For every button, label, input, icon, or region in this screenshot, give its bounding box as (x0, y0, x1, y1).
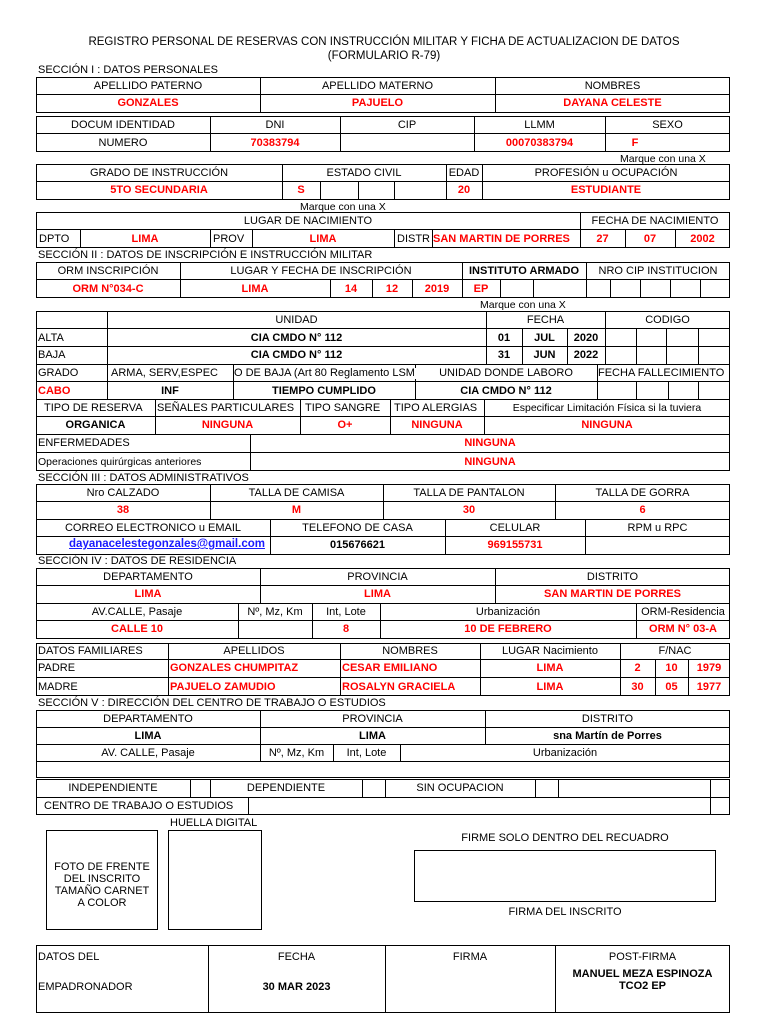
unidad-laboro-value[interactable]: CIA CMDO N° 112 (460, 385, 552, 397)
madre-apellidos-value[interactable]: PAJUELO ZAMUDIO (170, 681, 276, 693)
label-dni: DNI (265, 119, 285, 131)
label-work-lote: Int, Lote (346, 747, 387, 759)
label-centro-trabajo: CENTRO DE TRABAJO O ESTUDIOS (44, 800, 234, 812)
label-dpto: DPTO (39, 233, 70, 245)
nombres-value[interactable]: DAYANA CELESTE (563, 97, 662, 109)
label-fam-lugar: LUGAR Nacimiento (502, 645, 598, 657)
alta-anio-value[interactable]: 2020 (573, 332, 599, 344)
label-camisa: TALLA DE CAMISA (248, 487, 345, 499)
label-orm-inscripcion: ORM INSCRIPCIÓN (57, 265, 159, 277)
postfirma-grado-value[interactable]: TCO2 EP (618, 980, 667, 992)
gorra-value[interactable]: 6 (639, 504, 646, 516)
limitacion-value[interactable]: NINGUNA (581, 419, 633, 431)
work-distrito-value[interactable]: sna Martín de Porres (553, 730, 662, 742)
baja-unidad-value[interactable]: CIA CMDO N° 112 (250, 349, 343, 361)
motivo-value[interactable]: TIEMPO CUMPLIDO (272, 385, 376, 397)
label-alta: ALTA (38, 332, 64, 344)
profesion-value[interactable]: ESTUDIANTE (570, 184, 642, 196)
fingerprint-box[interactable] (168, 830, 262, 930)
photo-text-4: A COLOR (77, 897, 127, 909)
sangre-value[interactable]: O+ (337, 419, 353, 431)
label-unidad: UNIDAD (275, 314, 318, 326)
senales-value[interactable]: NINGUNA (201, 419, 254, 431)
madre-dia-value[interactable]: 30 (631, 681, 644, 693)
label-celular: CELULAR (489, 522, 541, 534)
apellido-paterno-value[interactable]: GONZALES (117, 97, 179, 109)
label-edad: EDAD (448, 167, 480, 179)
enfermedades-value[interactable]: NINGUNA (464, 437, 516, 449)
res-departamento-value[interactable]: LIMA (134, 588, 162, 600)
alta-mes-value[interactable]: JUL (534, 332, 555, 344)
label-fam-nombres: NOMBRES (382, 645, 438, 657)
padre-dia-value[interactable]: 2 (634, 662, 641, 674)
photo-text-3: TAMAÑO CARNET (54, 885, 150, 897)
nac-dia-value[interactable]: 27 (596, 233, 609, 245)
label-cip: CIP (397, 119, 417, 131)
label-motivo-baja: O DE BAJA (Art 80 Reglamento LSM (234, 367, 415, 379)
baja-mes-value[interactable]: JUN (533, 349, 556, 361)
madre-nombres-value[interactable]: ROSALYN GRACIELA (342, 681, 456, 693)
lugar-inscripcion-value[interactable]: LIMA (241, 283, 269, 295)
res-distrito-value[interactable]: SAN MARTIN DE PORRES (544, 588, 681, 600)
label-lugar-fecha-inscripcion: LUGAR Y FECHA DE INSCRIPCIÓN (230, 265, 412, 277)
label-telefono: TELEFONO DE CASA (302, 522, 413, 534)
label-independiente: INDEPENDIENTE (68, 782, 158, 794)
label-docum-identidad: DOCUM IDENTIDAD (71, 119, 175, 131)
padre-anio-value[interactable]: 1979 (696, 662, 722, 674)
section-4-title: SECCIÓN IV : DATOS DE RESIDENCIA (38, 555, 237, 567)
label-unidad-laboro: UNIDAD DONDE LABORO (415, 368, 597, 379)
marque-note-3: Marque con una X (480, 299, 566, 311)
baja-dia-value[interactable]: 31 (497, 349, 511, 361)
instituto-value[interactable]: EP (473, 283, 489, 295)
padre-mes-value[interactable]: 10 (665, 662, 678, 674)
label-codigo: CODIGO (645, 314, 690, 326)
section-1-title: SECCIÓN I : DATOS PERSONALES (38, 64, 218, 76)
work-departamento-value[interactable]: LIMA (134, 730, 162, 742)
label-apellido-materno: APELLIDO MATERNO (321, 80, 434, 92)
madre-lugar-value[interactable]: LIMA (536, 681, 564, 693)
estado-civil-value[interactable]: S (297, 184, 305, 196)
label-nro-cip: NRO CIP INSTITUCION (598, 265, 718, 277)
label-work-departamento: DEPARTAMENTO (103, 713, 193, 725)
edad-value[interactable]: 20 (457, 184, 471, 196)
label-tipo-alergias: TIPO ALERGIAS (394, 402, 478, 414)
operaciones-value[interactable]: NINGUNA (464, 456, 516, 468)
padre-lugar-value[interactable]: LIMA (536, 662, 564, 674)
form-subtitle: (FORMULARIO R-79) (327, 50, 441, 62)
label-llmm: LLMM (524, 119, 555, 131)
label-fecha-nacimiento: FECHA DE NACIMIENTO (591, 215, 719, 227)
empadronador-fecha-value[interactable]: 30 MAR 2023 (262, 981, 331, 993)
label-sexo: SEXO (652, 119, 683, 131)
label-fecha-fallecimiento: FECHA FALLECIMIENTO (598, 368, 725, 379)
signature-box[interactable] (414, 850, 716, 902)
baja-anio-value[interactable]: 2022 (573, 349, 599, 361)
label-huella-digital: HUELLA DIGITAL (170, 817, 258, 829)
label-orm-residencia: ORM-Residencia (641, 606, 725, 618)
label-tipo-sangre: TIPO SANGRE (305, 402, 381, 414)
padre-apellidos-value[interactable]: GONZALES CHUMPITAZ (170, 662, 299, 674)
postfirma-nombre-value[interactable]: MANUEL MEZA ESPINOZA (572, 968, 713, 980)
distr-value[interactable]: SAN MARTIN DE PORRES (433, 233, 570, 245)
marque-note-1: Marque con una X (620, 153, 706, 165)
work-provincia-value[interactable]: LIMA (359, 730, 386, 742)
label-estado-civil: ESTADO CIVIL (326, 167, 402, 179)
dni-value[interactable]: 70383794 (250, 137, 300, 149)
form-title: REGISTRO PERSONAL DE RESERVAS CON INSTRUCCIÓN MILITAR Y FICHA DE ACTUALIZACION DE DATOS (88, 36, 680, 48)
madre-mes-value[interactable]: 05 (665, 681, 678, 693)
label-numero: NUMERO (98, 137, 148, 149)
label-prov: PROV (213, 233, 245, 245)
grado-instruccion-value[interactable]: 5TO SECUNDARIA (110, 184, 208, 196)
label-work-nro: Nº, Mz, Km (268, 747, 325, 759)
label-res-nro: Nº, Mz, Km (247, 606, 303, 618)
label-fecha: FECHA (526, 314, 565, 326)
label-res-provincia: PROVINCIA (347, 571, 408, 583)
photo-text-2: DEL INSCRITO (63, 873, 141, 885)
label-baja: BAJA (38, 349, 66, 361)
sexo-value[interactable]: F (631, 137, 639, 149)
label-arma-serv: ARMA, SERV,ESPEC (111, 367, 218, 379)
grado-value[interactable]: CABO (38, 385, 71, 397)
photo-text-1: FOTO DE FRENTE (54, 861, 150, 873)
label-post-firma: POST-FIRMA (608, 951, 677, 963)
dpto-value[interactable]: LIMA (131, 233, 159, 245)
label-datos-del: DATOS DEL (38, 951, 100, 963)
label-apellido-paterno: APELLIDO PATERNO (93, 80, 203, 92)
label-firma-inscrito: FIRMA DEL INSCRITO (508, 906, 622, 918)
label-res-avcalle: AV.CALLE, Pasaje (91, 606, 183, 618)
res-provincia-value[interactable]: LIMA (364, 588, 391, 600)
label-correo: CORREO ELECTRONICO u EMAIL (64, 522, 242, 534)
section-3-title: SECCIÓN III : DATOS ADMINISTRATIVOS (38, 472, 249, 484)
label-fam-apellidos: APELLIDOS (223, 645, 285, 657)
marque-note-2: Marque con una X (300, 201, 386, 213)
section-5-title: SECCIÓN V : DIRECCIÓN DEL CENTRO DE TRABAJO O ESTUDIOS (38, 697, 386, 709)
email-link[interactable]: dayanacelestegonzales@gmail.com (69, 538, 265, 550)
celular-value[interactable]: 969155731 (487, 539, 543, 551)
label-pantalon: TALLA DE PANTALON (413, 487, 525, 499)
res-urb-value[interactable]: 10 DE FEBRERO (464, 623, 552, 635)
label-profesion: PROFESIÓN u OCUPACIÓN (534, 167, 678, 179)
label-bottom-firma: FIRMA (452, 951, 488, 963)
label-rpm: RPM u RPC (627, 522, 688, 534)
label-res-urb: Urbanización (475, 606, 541, 618)
madre-anio-value[interactable]: 1977 (696, 681, 722, 693)
tipo-reserva-value[interactable]: ORGANICA (65, 419, 126, 431)
calzado-value[interactable]: 38 (116, 504, 130, 516)
nac-mes-value[interactable]: 07 (643, 233, 657, 245)
res-lote-value[interactable]: 8 (342, 623, 350, 635)
label-work-avcalle: AV. CALLE, Pasaje (101, 747, 195, 759)
orm-residencia-value[interactable]: ORM N° 03-A (649, 623, 717, 635)
insc-dia-value[interactable]: 14 (344, 283, 358, 295)
label-bottom-fecha: FECHA (277, 951, 316, 963)
label-grado-instruccion: GRADO DE INSTRUCCIÓN (89, 167, 229, 179)
label-grado: GRADO (38, 367, 79, 379)
telefono-value[interactable]: 015676621 (329, 539, 386, 551)
insc-anio-value[interactable]: 2019 (424, 283, 450, 295)
label-fam-fnac: F/NAC (658, 645, 692, 657)
section-2-title: SECCIÓN II : DATOS DE INSCRIPCIÓN E INSTRUCCIÓN MILITAR (38, 249, 373, 261)
arma-value[interactable]: INF (161, 385, 179, 397)
apellido-materno-value[interactable]: PAJUELO (351, 97, 404, 109)
label-work-distrito: DISTRITO (581, 713, 634, 725)
alergias-value[interactable]: NINGUNA (411, 419, 463, 431)
camisa-value[interactable]: M (291, 504, 302, 516)
res-avcalle-value[interactable]: CALLE 10 (111, 623, 163, 635)
label-res-lote: Int, Lote (326, 606, 366, 618)
label-sin-ocupacion: SIN OCUPACION (416, 782, 504, 794)
label-dependiente: DEPENDIENTE (246, 782, 326, 794)
llmm-value[interactable]: 00070383794 (505, 137, 574, 149)
alta-dia-value[interactable]: 01 (497, 332, 511, 344)
label-gorra: TALLA DE GORRA (595, 487, 690, 499)
padre-nombres-value[interactable]: CESAR EMILIANO (342, 662, 438, 674)
label-nombres: NOMBRES (584, 80, 641, 92)
label-work-urb: Urbanización (532, 747, 598, 759)
label-firme-recuadro: FIRME SOLO DENTRO DEL RECUADRO (461, 832, 669, 844)
label-datos-familiares: DATOS FAMILIARES (38, 645, 143, 657)
label-tipo-reserva: TIPO DE RESERVA (44, 402, 143, 414)
label-calzado: Nro CALZADO (86, 487, 160, 499)
label-empadronador: EMPADRONADOR (38, 981, 133, 993)
label-res-distrito: DISTRITO (586, 571, 639, 583)
label-instituto-armado: INSTITUTO ARMADO (469, 265, 579, 277)
label-distr: DISTR (397, 233, 430, 245)
alta-unidad-value[interactable]: CIA CMDO N° 112 (250, 332, 343, 344)
label-operaciones: Operaciones quirúrgicas anteriores (38, 456, 202, 468)
label-lugar-nacimiento: LUGAR DE NACIMIENTO (243, 215, 373, 227)
label-limitacion: Especificar Limitación Física si la tuviera (512, 402, 702, 414)
label-work-provincia: PROVINCIA (342, 713, 403, 725)
label-padre: PADRE (38, 662, 76, 674)
label-res-departamento: DEPARTAMENTO (103, 571, 193, 583)
label-senales: SEÑALES PARTICULARES (157, 402, 295, 414)
label-enfermedades: ENFERMEDADES (38, 437, 130, 449)
insc-mes-value[interactable]: 12 (385, 283, 399, 295)
label-madre: MADRE (38, 681, 78, 693)
orm-value[interactable]: ORM N°034-C (72, 283, 144, 295)
prov-value[interactable]: LIMA (309, 233, 337, 245)
pantalon-value[interactable]: 30 (462, 504, 476, 516)
nac-anio-value[interactable]: 2002 (690, 233, 715, 245)
